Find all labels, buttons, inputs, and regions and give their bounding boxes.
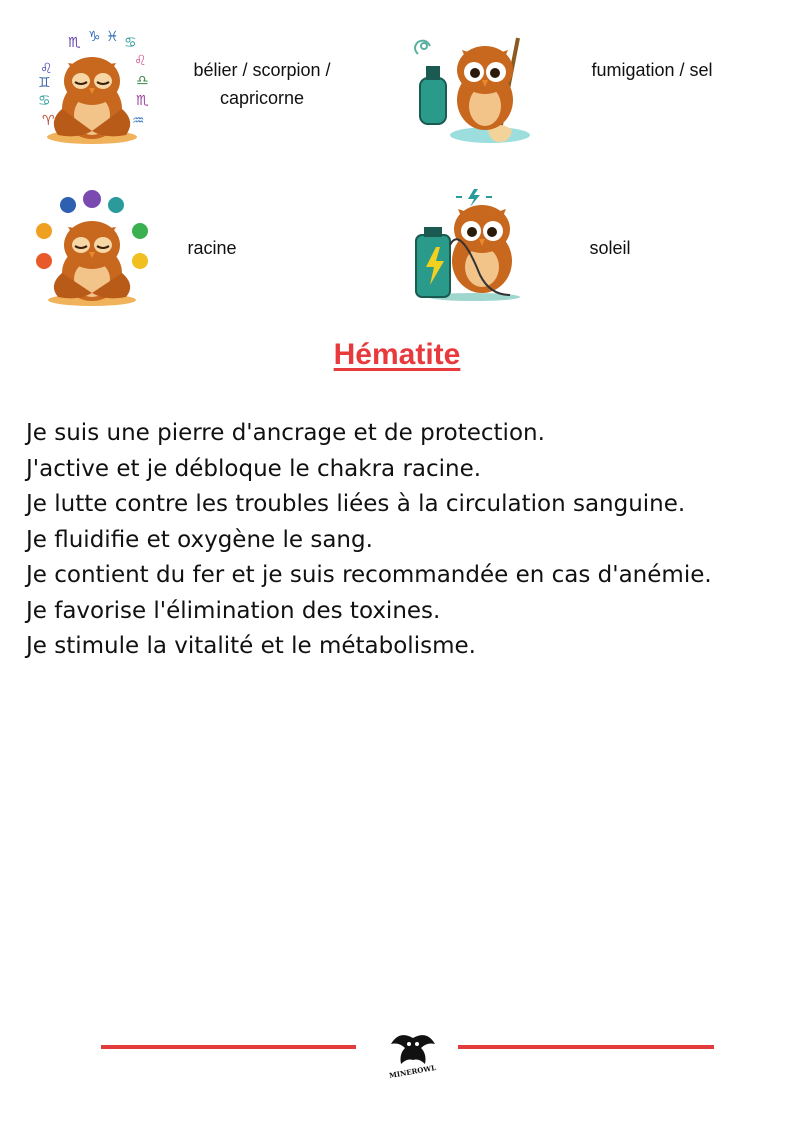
- description-line: Je fluidifie et oxygène le sang.: [26, 526, 373, 553]
- svg-text:♌: ♌: [40, 61, 53, 77]
- description-line: Je contient du fer et je suis recommandée en cas d'anémie.: [26, 562, 712, 588]
- svg-text:♋: ♋: [38, 93, 51, 109]
- chakra-owl-icon: [30, 185, 155, 310]
- footer-rule-left: [101, 1045, 356, 1049]
- page-title: Hématite: [333, 338, 461, 371]
- svg-text:♎: ♎: [136, 73, 149, 89]
- svg-text:♏: ♏: [68, 35, 81, 51]
- svg-text:♏: ♏: [136, 93, 149, 109]
- zodiac-owl-icon: [30, 25, 155, 150]
- charging-owl-icon: [412, 185, 532, 305]
- footer-rule-right: [458, 1045, 714, 1049]
- chakra-label: racine: [187, 238, 237, 258]
- brand-logo: [383, 1012, 443, 1082]
- description-line: Je stimule la vitalité et le métabolisme.: [26, 633, 476, 659]
- svg-text:♓: ♓: [106, 29, 119, 45]
- svg-text:♈: ♈: [42, 113, 55, 129]
- description-line: J'active et je débloque le chakra racine.: [26, 455, 482, 482]
- svg-text:♋: ♋: [124, 35, 137, 51]
- description-line: Je lutte contre les troubles liées à la circulation sanguine.: [26, 491, 686, 517]
- svg-text:♊: ♊: [38, 75, 51, 91]
- svg-text:♒: ♒: [132, 113, 145, 129]
- cleaning-owl-icon: [410, 30, 535, 150]
- cleansing-label: fumigation / sel: [591, 60, 713, 80]
- brand-logo-text: MINEROWL: [388, 1062, 437, 1081]
- charging-label: soleil: [589, 238, 631, 258]
- description-line: Je favorise l'élimination des toxines.: [26, 597, 441, 624]
- description: [26, 416, 786, 665]
- svg-text:♑: ♑: [88, 29, 101, 45]
- svg-text:♌: ♌: [134, 53, 147, 69]
- description-line: Je suis une pierre d'ancrage et de protection.: [26, 420, 545, 446]
- zodiac-label: bélier / scorpion / capricorne: [193, 60, 331, 108]
